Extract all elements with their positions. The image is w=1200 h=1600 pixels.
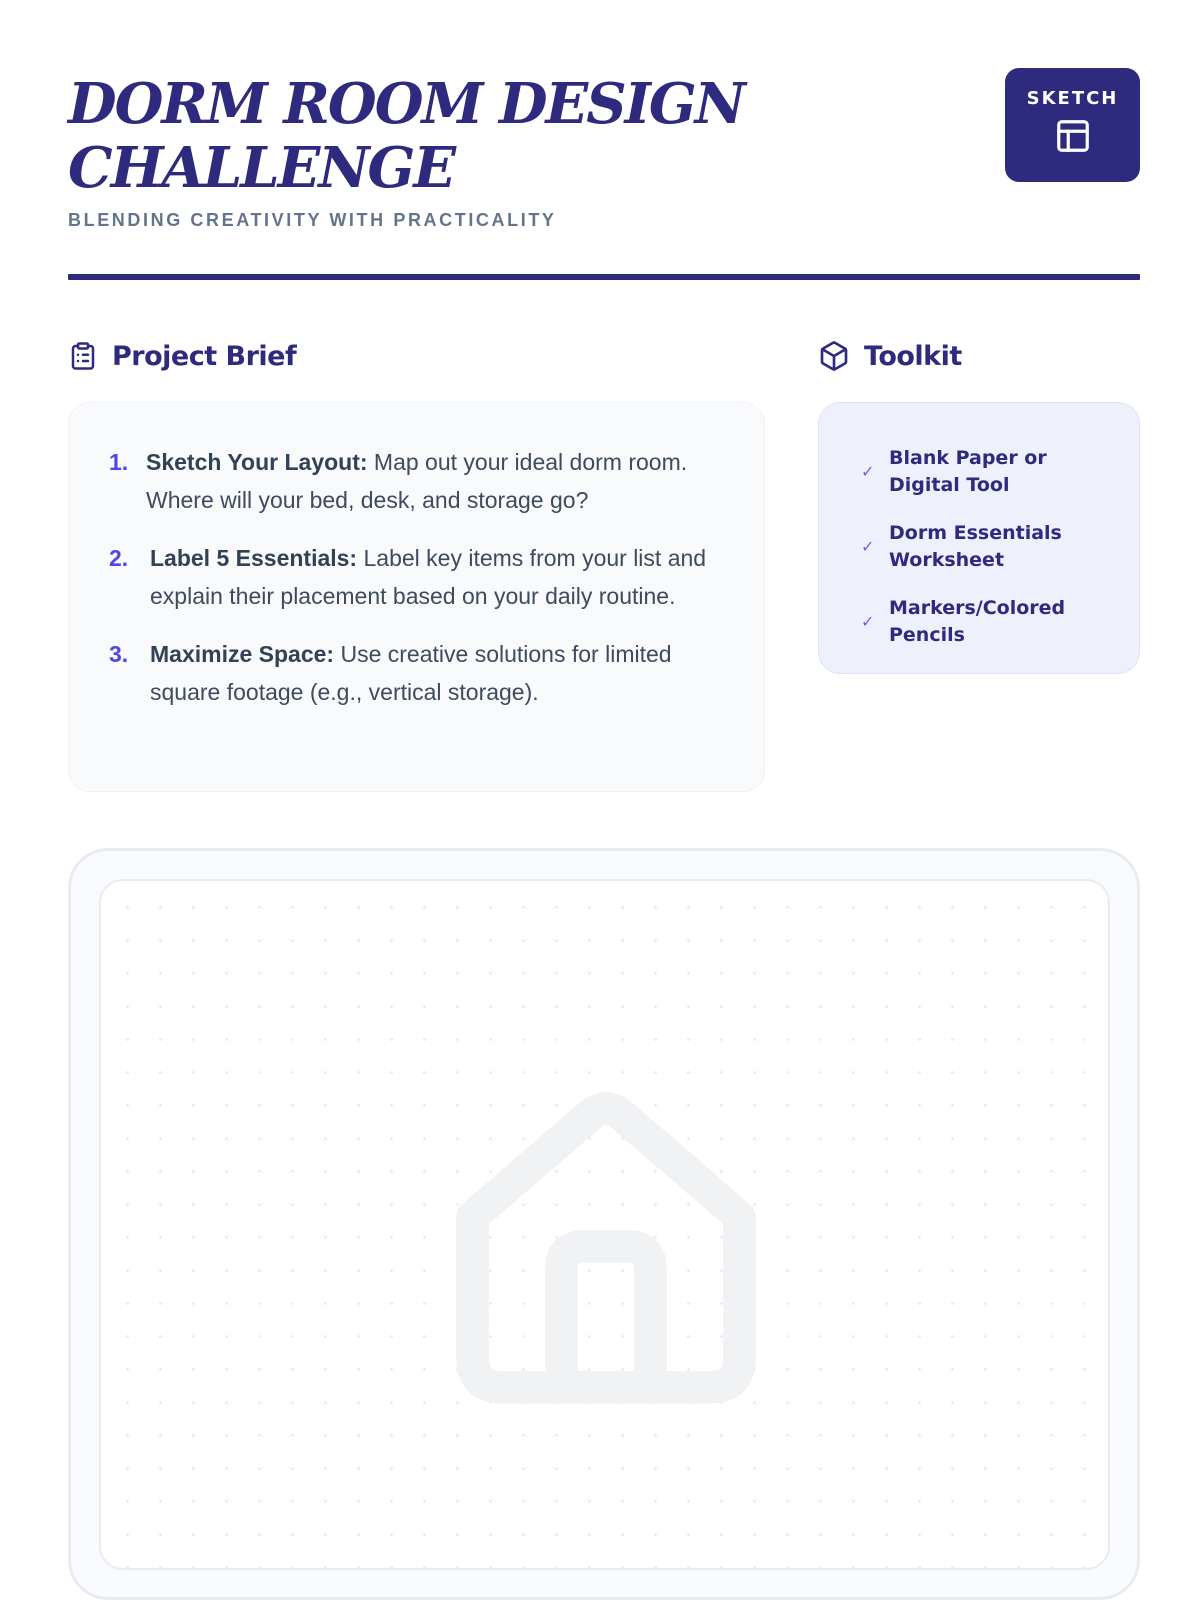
brief-item-maximize-space xyxy=(109,635,736,711)
cube-icon xyxy=(818,340,850,372)
brief-list xyxy=(109,443,736,711)
layout-icon xyxy=(1054,117,1092,155)
check-icon: ✓ xyxy=(861,539,875,556)
toolkit-item xyxy=(861,595,1119,649)
brief-item-body xyxy=(146,443,736,519)
toolkit-item xyxy=(861,445,1119,499)
project-brief-card xyxy=(68,402,765,792)
project-brief-title: Project Brief xyxy=(112,340,297,372)
page-title: DORM ROOM DESIGN CHALLENGE xyxy=(68,71,744,201)
sketch-canvas[interactable] xyxy=(99,879,1110,1570)
project-brief-heading xyxy=(68,340,296,372)
toolkit-item xyxy=(861,520,1119,574)
toolkit-heading xyxy=(818,340,962,372)
brief-item-body xyxy=(150,635,736,711)
house-icon xyxy=(428,1051,784,1427)
toolkit-item-label: Dorm Essentials Worksheet xyxy=(889,522,1062,571)
brief-item-label-essentials xyxy=(109,539,736,615)
clipboard-list-icon xyxy=(68,340,98,372)
toolkit-item-label: Blank Paper or Digital Tool xyxy=(889,447,1047,496)
brief-item-sketch-layout xyxy=(109,443,736,519)
page-header xyxy=(68,71,1140,230)
brief-item-text: Map out your ideal dorm room. Where will your bed, desk, and storage go? xyxy=(146,449,688,513)
toolkit-card xyxy=(818,402,1140,674)
sketch-badge-label: SKETCH xyxy=(1026,88,1119,109)
sketch-badge[interactable] xyxy=(1005,68,1140,182)
page-subtitle: BLENDING CREATIVITY WITH PRACTICALITY xyxy=(68,210,557,230)
brief-item-body xyxy=(150,539,736,615)
toolkit-item-label: Markers/Colored Pencils xyxy=(889,597,1066,646)
brief-item-number: 2. xyxy=(109,545,129,571)
check-icon: ✓ xyxy=(861,464,875,481)
brief-item-heading: Label 5 Essentials: xyxy=(150,545,358,571)
sketch-area-frame xyxy=(68,848,1140,1600)
brief-item-text: Label key items from your list and explain their placement based on your daily routine. xyxy=(150,545,707,609)
brief-item-heading: Maximize Space: xyxy=(150,641,335,667)
toolkit-title: Toolkit xyxy=(864,340,962,372)
brief-item-number: 1. xyxy=(109,449,129,475)
check-icon: ✓ xyxy=(861,614,875,631)
header-divider xyxy=(68,274,1140,280)
brief-item-heading: Sketch Your Layout: xyxy=(146,449,368,475)
brief-item-text: Use creative solutions for limited square footage (e.g., vertical storage). xyxy=(150,641,672,705)
brief-item-number: 3. xyxy=(109,641,129,667)
